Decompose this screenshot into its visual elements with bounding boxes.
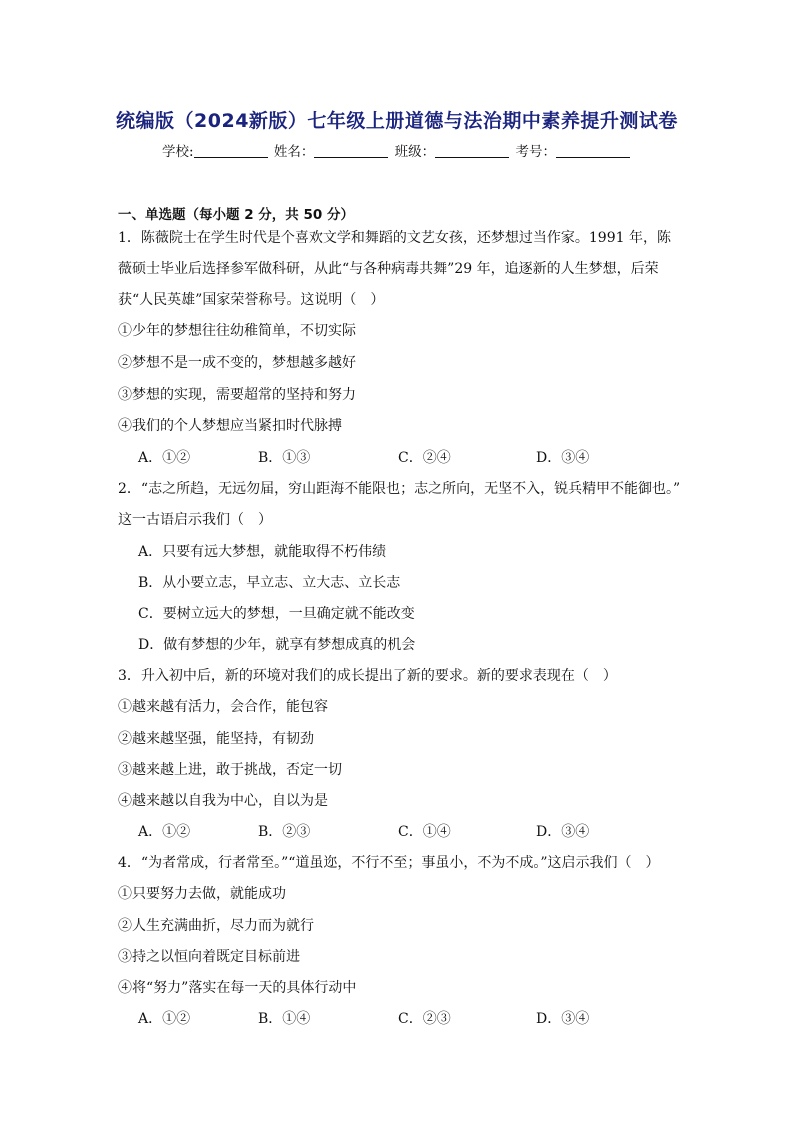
question-1-item-1: ①少年的梦想往往幼稚简单，不切实际 [118, 323, 356, 339]
class-blank[interactable] [435, 144, 509, 158]
question-1-choice-d[interactable]: D．③④ [536, 450, 590, 466]
question-2-option-d[interactable]: D．做有梦想的少年，就享有梦想成真的机会 [138, 637, 416, 653]
question-4-item-2: ②人生充满曲折，尽力而为就行 [118, 918, 314, 934]
question-3-choice-d[interactable]: D．③④ [536, 824, 590, 840]
question-4-item-1: ①只要努力去做，就能成功 [118, 886, 286, 902]
question-3-choice-b[interactable]: B．②③ [258, 824, 311, 840]
student-info-row [0, 140, 794, 160]
question-3-item-2: ②越来越坚强，能坚持，有韧劲 [118, 731, 314, 747]
question-1-item-3: ③梦想的实现，需要超常的坚持和努力 [118, 387, 356, 403]
school-blank[interactable] [194, 144, 268, 158]
question-3-item-4: ④越来越以自我为中心，自以为是 [118, 793, 328, 809]
name-label: 姓名： [273, 144, 315, 160]
question-4-choice-b[interactable]: B．①④ [258, 1011, 311, 1027]
question-3-stem: 3．升入初中后，新的环境对我们的成长提出了新的要求。新的要求表现在（ ） [118, 668, 617, 684]
section-heading: 一、单选题（每小题 2 分，共 50 分） [118, 207, 354, 223]
question-4-choice-a[interactable]: A．①② [138, 1011, 191, 1027]
question-1-stem: 1．陈薇院士在学生时代是个喜欢文学和舞蹈的文艺女孩，还梦想过当作家。1991 年，陈薇硕士毕业后选择参军做科研，从此“与各种病毒共舞”29 年，追逐新的人生梦想，后荣获“人民英雄”国家荣誉称号。这说明（ ） [118, 230, 671, 308]
question-2-stem-line2: 这一古语启示我们（ ） [118, 512, 272, 528]
question-3-item-3: ③越来越上进，敢于挑战，否定一切 [118, 762, 342, 778]
question-3-choice-a[interactable]: A．①② [138, 824, 191, 840]
question-3-item-1: ①越来越有活力，会合作，能包容 [118, 699, 328, 715]
question-3-choice-c[interactable]: C．①④ [398, 824, 451, 840]
name-blank[interactable] [314, 144, 388, 158]
question-2-option-c[interactable]: C．要树立远大的梦想，一旦确定就不能改变 [138, 606, 415, 622]
question-4-stem: 4．“为者常成，行者常至。”“道虽迩，不行不至；事虽小，不为不成。”这启示我们（ ） [118, 855, 660, 871]
question-4-choice-d[interactable]: D．③④ [536, 1011, 590, 1027]
question-1-choice-a[interactable]: A．①② [138, 450, 191, 466]
question-2-stem-line1: 2．“志之所趋，无远勿届，穷山距海不能限也；志之所向，无坚不入，锐兵精甲不能御也。” [118, 481, 681, 497]
question-1-choice-b[interactable]: B．①③ [258, 450, 311, 466]
question-1-choice-c[interactable]: C．②④ [398, 450, 451, 466]
number-label: 考号： [515, 144, 556, 160]
question-1-item-4: ④我们的个人梦想应当紧扣时代脉搏 [118, 418, 342, 434]
exam-title: 统编版（2024新版）七年级上册道德与法治期中素养提升测试卷 [116, 110, 678, 132]
question-4-item-3: ③持之以恒向着既定目标前进 [118, 949, 300, 965]
question-1-item-2: ②梦想不是一成不变的，梦想越多越好 [118, 355, 356, 371]
question-2-option-a[interactable]: A．只要有远大梦想，就能取得不朽伟绩 [138, 544, 387, 560]
school-label: 学校: [162, 144, 194, 160]
question-2-option-b[interactable]: B．从小要立志，早立志、立大志、立长志 [138, 575, 401, 591]
question-4-choice-c[interactable]: C．②③ [398, 1011, 451, 1027]
number-blank[interactable] [556, 144, 630, 158]
class-label: 班级： [394, 144, 436, 160]
question-4-item-4: ④将“努力”落实在每一天的具体行动中 [118, 980, 357, 996]
